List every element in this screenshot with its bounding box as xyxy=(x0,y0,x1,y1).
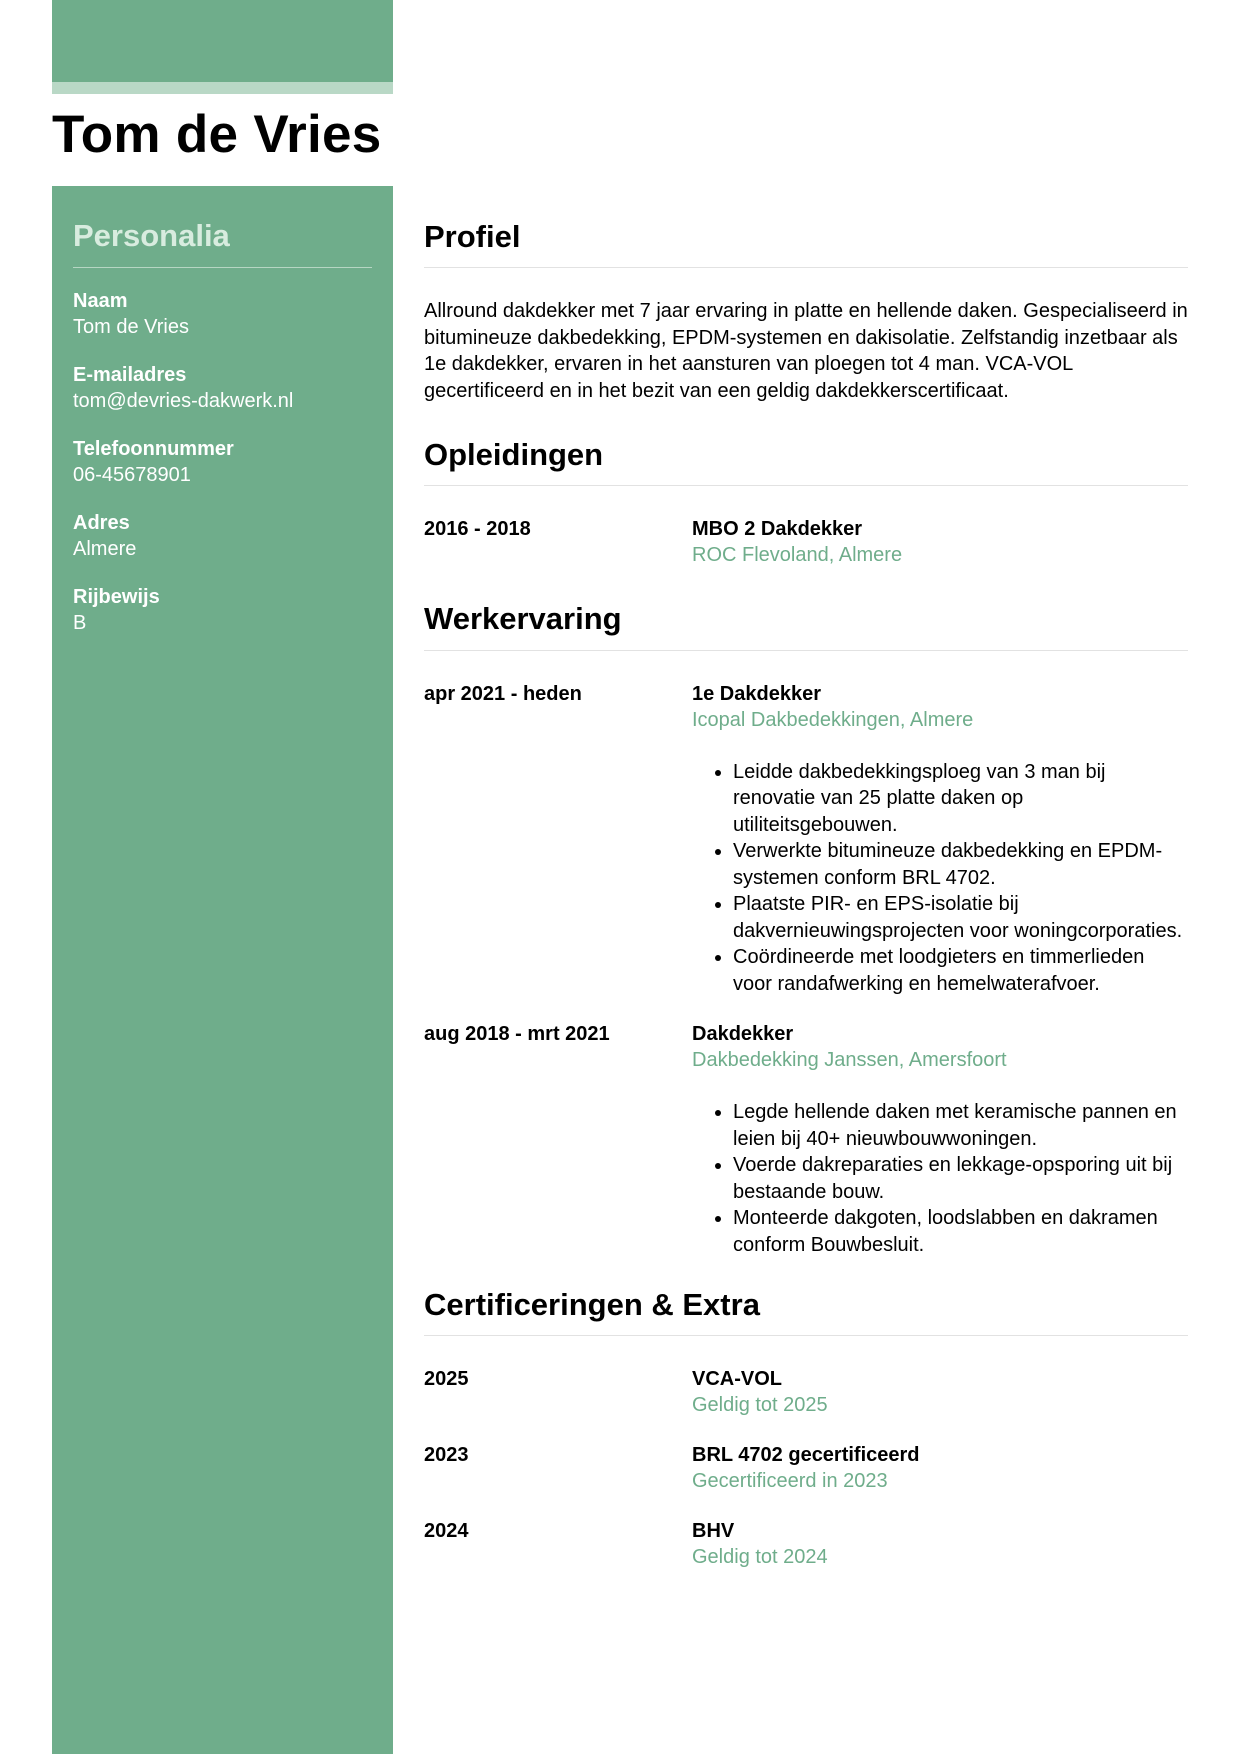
profile-section xyxy=(424,186,1188,404)
experience-section xyxy=(424,592,1188,1258)
certification-entry xyxy=(424,1366,1188,1418)
certification-entry xyxy=(424,1518,1188,1570)
section-title: Opleidingen xyxy=(424,437,604,473)
certifications-section xyxy=(424,1282,1188,1570)
header-accent-stripe xyxy=(52,82,393,94)
personal-label: Naam xyxy=(73,289,128,312)
section-title: Profiel xyxy=(424,219,521,254)
personal-item-name xyxy=(73,288,372,340)
personal-value: tom@devries-dakwerk.nl xyxy=(73,389,294,412)
profile-text: Allround dakdekker met 7 jaar ervaring in platte en hellende daken. Gespecialiseerd in bitumineuze dakbedekking, EPDM-systemen en dakisolatie. Zelfstandig inzetbaar als 1e dakdekker, ervaren in het aansturen van ploegen tot 4 man. VCA-VOL gecertificeerd en in het bezit van een geldig dakdekkerscertificaat. xyxy=(424,300,1188,402)
sidebar xyxy=(52,186,393,1754)
list-item: • Plaatste PIR- en EPS-isolatie bij dakvernieuwingsprojecten voor woningcorporaties. xyxy=(733,891,1188,944)
entry-subtitle: Dakbedekking Janssen, Amersfoort xyxy=(692,1049,1007,1072)
personal-item-phone xyxy=(73,436,372,488)
education-entry xyxy=(424,516,1188,568)
candidate-name: Tom de Vries xyxy=(52,105,382,164)
entry-title: Dakdekker xyxy=(692,1023,794,1046)
personal-item-address xyxy=(73,510,372,562)
entry-date: 2025 xyxy=(424,1368,469,1391)
list-item: • Coördineerde met loodgieters en timmerlieden voor randafwerking en hemelwaterafvoer. xyxy=(733,944,1188,997)
entry-subtitle: Icopal Dakbedekkingen, Almere xyxy=(692,708,974,731)
personal-label: E-mailadres xyxy=(73,363,187,386)
main-content xyxy=(424,186,1188,1594)
personal-label: Telefoonnummer xyxy=(73,437,234,460)
entry-title: VCA-VOL xyxy=(692,1368,782,1391)
section-divider xyxy=(424,267,1188,268)
education-section xyxy=(424,404,1188,568)
entry-subtitle: Gecertificeerd in 2023 xyxy=(692,1470,888,1493)
personal-value: B xyxy=(73,611,87,634)
personal-item-license xyxy=(73,584,372,636)
entry-date: apr 2021 - heden xyxy=(424,682,582,705)
personal-label: Adres xyxy=(73,511,130,534)
section-title: Werkervaring xyxy=(424,601,622,637)
entry-title: 1e Dakdekker xyxy=(692,682,821,705)
list-item: • Voerde dakreparaties en lekkage-opsporing uit bij bestaande bouw. xyxy=(733,1152,1188,1205)
list-item: • Leidde dakbedekkingsploeg van 3 man bij renovatie van 25 platte daken op utiliteitsgebouwen. xyxy=(733,759,1188,839)
entry-subtitle: Geldig tot 2025 xyxy=(692,1394,828,1417)
entry-date: 2024 xyxy=(424,1520,469,1543)
header-color-block xyxy=(52,0,393,82)
personal-value: Tom de Vries xyxy=(73,315,189,338)
section-divider xyxy=(424,650,1188,651)
personal-value: 06-45678901 xyxy=(73,463,191,486)
personal-label: Rijbewijs xyxy=(73,585,160,608)
entry-bullets xyxy=(692,759,1188,998)
entry-date: aug 2018 - mrt 2021 xyxy=(424,1023,610,1046)
list-item: • Legde hellende daken met keramische pannen en leien bij 40+ nieuwbouwwoningen. xyxy=(733,1099,1188,1152)
list-item: • Monteerde dakgoten, loodslabben en dakramen conform Bouwbesluit. xyxy=(733,1205,1188,1258)
entry-date: 2016 - 2018 xyxy=(424,518,531,541)
personal-value: Almere xyxy=(73,537,137,560)
entry-bullets xyxy=(692,1099,1188,1258)
entry-title: MBO 2 Dakdekker xyxy=(692,518,863,541)
entry-title: BRL 4702 gecertificeerd xyxy=(692,1444,920,1467)
personal-item-email xyxy=(73,362,372,414)
entry-date: 2023 xyxy=(424,1444,469,1467)
experience-entry xyxy=(424,1021,1188,1258)
section-divider xyxy=(424,485,1188,486)
certification-entry xyxy=(424,1442,1188,1494)
section-title: Certificeringen & Extra xyxy=(424,1287,760,1323)
list-item: • Verwerkte bitumineuze dakbedekking en EPDM-systemen conform BRL 4702. xyxy=(733,838,1188,891)
entry-subtitle: ROC Flevoland, Almere xyxy=(692,544,903,567)
section-divider xyxy=(424,1335,1188,1336)
entry-subtitle: Geldig tot 2024 xyxy=(692,1546,828,1569)
experience-entry xyxy=(424,681,1188,998)
entry-title: BHV xyxy=(692,1520,735,1543)
sidebar-divider xyxy=(73,267,372,268)
sidebar-title: Personalia xyxy=(73,218,230,253)
